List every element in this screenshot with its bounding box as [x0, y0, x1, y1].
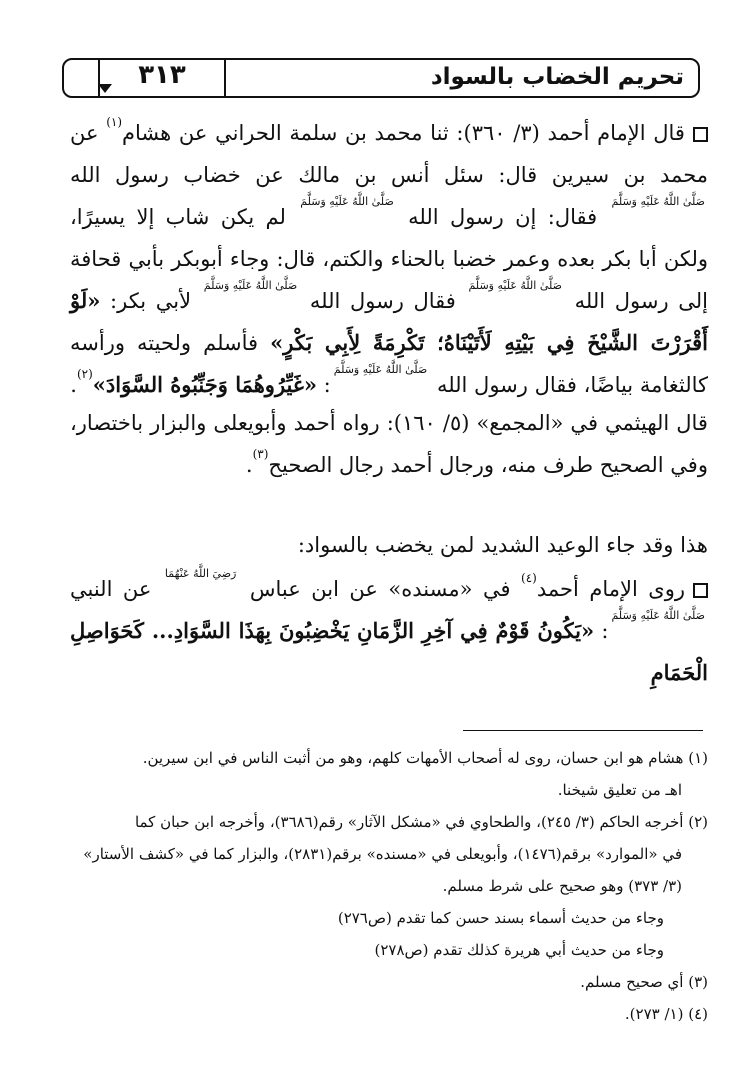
footnote-ref-4[interactable]: (٤)	[521, 571, 537, 585]
radhi-symbol-icon: رَضِيَ اللَّهُ عَنْهُمَا	[164, 567, 237, 580]
hadith-quote: «لَوْ أَقْرَرْتَ الشَّيْخَ فِي بَيْتِهِ لَأَتَيْنَاهُ؛ تَكْرِمَةً لِأَبِي بَكْرٍ»	[70, 288, 708, 355]
footnote-2-cont: (٣/ ٣٧٣) وهو صحيح على شرط مسلم.	[442, 877, 682, 895]
header-corner-ornament-icon	[98, 84, 112, 93]
text-segment: .	[245, 453, 253, 477]
paragraph-hadith-ibn-abbas: روى الإمام أحمد$^{(٤)}$ في «مسنده» عن ابن عباس رَضِيَ اللَّهُ عَنْهُمَا عن النبي صَلَّىٰ اللَّهُ عَلَيْهِ وَسَلَّمَ: «يَكُونُ قَوْمٌ فِي آخِرِ الزَّمَانِ يَخْضِبُونَ بِهَذَا السَّوَادِ... كَحَوَاصِلِ الْحَمَامِ	[70, 567, 708, 685]
footnote-2-cont: وجاء من حديث أسماء بسند حسن كما تقدم (ص٢٧٦)	[337, 909, 664, 927]
text-segment: هذا وقد جاء الوعيد الشديد لمن يخضب بالسواد:	[297, 533, 708, 557]
salawat-symbol-icon: صَلَّىٰ اللَّهُ عَلَيْهِ وَسَلَّمَ	[333, 363, 428, 376]
square-bullet-icon	[693, 583, 708, 598]
footnote-separator	[463, 730, 703, 731]
salawat-symbol-icon: صَلَّىٰ اللَّهُ عَلَيْهِ وَسَلَّمَ	[611, 195, 705, 208]
paragraph-warning	[70, 524, 708, 566]
footnote-ref-2[interactable]: (٢)	[76, 367, 93, 381]
paragraph-hadith-anas: قال الإمام أحمد (٣/ ٣٦٠): ثنا محمد بن سلمة الحراني عن هشام$^{(١)}$ عن محمد بن سيرين قال: سئل أنس بن مالك عن خضاب رسول الله صَلَّىٰ اللَّهُ عَلَيْهِ وَسَلَّمَ فقال: إن رسول الله صَلَّىٰ اللَّهُ عَلَيْهِ وَسَلَّمَ لم يكن شاب إلا يسيرًا، ولكن أبا بكر بعده وعمر خضبا بالحناء والكتم، قال: وجاء أبوبكر بأبي قحافة إلى رسول الله صَلَّىٰ اللَّهُ عَلَيْهِ وَسَلَّمَ فقال رسول الله صَلَّىٰ اللَّهُ عَلَيْهِ وَسَلَّمَ لأبي بكر: «لَوْ أَقْرَرْتَ الشَّيْخَ فِي بَيْتِهِ لَأَتَيْنَاهُ؛ تَكْرِمَةً لِأَبِي بَكْرٍ» فأسلم ولحيته ورأسه كالثغامة بياضًا، فقال رسول الله صَلَّىٰ اللَّهُ عَلَيْهِ وَسَلَّمَ: «غَيِّرُوهُمَا وَجَنِّبُوهُ السَّوَادَ»$^{(٢)}$.	[70, 115, 708, 397]
chapter-title: تحريم الخضاب بالسواد	[430, 64, 684, 90]
hadith-quote: «غَيِّرُوهُمَا وَجَنِّبُوهُ السَّوَادَ»	[92, 372, 317, 397]
text-segment: عن النبي	[70, 577, 162, 601]
text-segment: قال الإمام أحمد (٣/ ٣٦٠): ثنا محمد بن سلمة الحراني عن هشام	[122, 121, 685, 145]
footnote-ref-3[interactable]: (٣)	[252, 447, 269, 461]
text-segment: .	[70, 373, 77, 397]
text-segment: لأبي بكر:	[100, 289, 201, 313]
text-segment: روى الإمام أحمد	[536, 577, 685, 601]
text-segment: لم يكن شاب إلا يسيرًا، ولكن أبا بكر بعده وعمر خضبا بالحناء والكتم، قال: وجاء أبوبكر بأبي قحافة إلى رسول الله	[70, 205, 708, 313]
footnote-2: (٢) أخرجه الحاكم (٣/ ٢٤٥)، والطحاوي في «مشكل الآثار» رقم(٣٦٨٦)، وأخرجه ابن حبان كما	[134, 813, 708, 831]
salawat-symbol-icon: صَلَّىٰ اللَّهُ عَلَيْهِ وَسَلَّمَ	[300, 195, 394, 208]
page-number-box	[98, 58, 226, 98]
text-segment: فقال رسول الله	[309, 289, 466, 313]
footnote-ref-1[interactable]: (١)	[106, 115, 123, 129]
salawat-symbol-icon: صَلَّىٰ اللَّهُ عَلَيْهِ وَسَلَّمَ	[468, 279, 562, 292]
footnote-2-cont: في «الموارد» برقم(١٤٧٦)، وأبويعلى في «مسنده» برقم(٢٨٣١)، والبزار كما في «كشف الأستار»	[83, 845, 682, 863]
footnote-2-cont: وجاء من حديث أبي هريرة كذلك تقدم (ص٢٧٨)	[374, 941, 664, 959]
text-segment: في «مسنده» عن ابن عباس	[249, 577, 522, 601]
footnote-1-cont: اهـ من تعليق شيخنا.	[557, 781, 682, 799]
salawat-symbol-icon: صَلَّىٰ اللَّهُ عَلَيْهِ وَسَلَّمَ	[611, 609, 705, 622]
hadith-quote: «يَكُونُ قَوْمٌ فِي آخِرِ الزَّمَانِ يَخْضِبُونَ بِهَذَا السَّوَادِ... كَحَوَاصِلِ الْحَمَامِ	[70, 618, 708, 685]
text-segment: عن محمد بن سيرين قال: سئل أنس بن مالك عن خضاب رسول الله	[70, 121, 708, 187]
footnote-3: (٣) أي صحيح مسلم.	[580, 973, 708, 991]
page-header	[62, 58, 700, 98]
footnote-1: (١) هشام هو ابن حسان، روى له أصحاب الأمهات كلهم، وهو من أثبت الناس في ابن سيرين.	[142, 749, 708, 767]
text-segment: فقال: إن رسول الله	[408, 205, 609, 229]
text-segment: قال الهيثمي في «المجمع» (٥/ ١٦٠): رواه أحمد وأبويعلى والبزار باختصار، وفي الصحيح طرف منه، ورجال أحمد رجال الصحيح	[70, 411, 708, 477]
text-segment: فأسلم ولحيته ورأسه كالثغامة بياضًا، فقال رسول الله	[70, 331, 708, 397]
paragraph-haythami	[70, 402, 708, 486]
footnotes	[80, 742, 708, 1030]
salawat-symbol-icon: صَلَّىٰ اللَّهُ عَلَيْهِ وَسَلَّمَ	[203, 279, 298, 292]
page-number: ٣١٣	[138, 60, 186, 90]
square-bullet-icon	[693, 127, 708, 142]
footnote-4: (٤) (١/ ٢٧٣).	[624, 1005, 708, 1023]
